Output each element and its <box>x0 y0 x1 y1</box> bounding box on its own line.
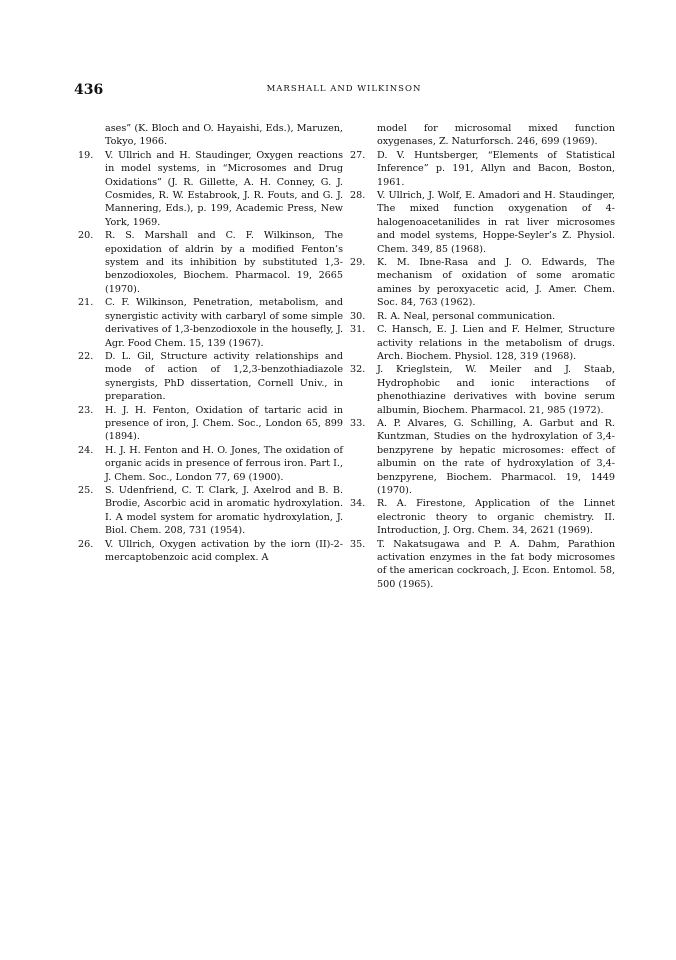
reference-29 <box>350 256 615 310</box>
reference-number: 31. <box>350 324 366 336</box>
reference-number: 29. <box>350 257 366 269</box>
reference-20 <box>78 229 343 296</box>
reference-text: C. Hansch, E. J. Lien and F. Helmer, Structure activity relations in the metabolism of drugs. Arch. Biochem. Physiol. 128, 319 (1968). <box>377 324 615 362</box>
reference-number: 34. <box>350 498 366 510</box>
reference-31 <box>350 323 615 363</box>
page-header <box>74 82 614 98</box>
references-right-column <box>350 122 615 591</box>
reference-text: T. Nakatsugawa and P. A. Dahm, Parathion activation enzymes in the fat body microsomes of the american cockroach, J. Econ. Entomol. 58, 500 (1965). <box>377 538 615 590</box>
reference-text: D. V. Huntsberger, “Elements of Statistical Inference” p. 191, Allyn and Bacon, Boston, 1961. <box>377 149 615 188</box>
reference-text: V. Ullrich and H. Staudinger, Oxygen reactions in model systems, in “Microsomes and Drug Oxidations” (J. R. Gillette, A. H. Conney, G. J. Cosmides, R. W. Estabrook, J. R. Fouts, and G. J. Mannering, Eds.), p. 199, Academic Press, New York, 1969. <box>105 149 343 228</box>
reference-25 <box>78 484 343 538</box>
reference-text: R. A. Firestone, Application of the Linnet electronic theory to organic chemistry. II. Introduction, J. Org. Chem. 34, 2621 (1969). <box>377 498 615 537</box>
reference-27 <box>350 149 615 189</box>
reference-28 <box>350 189 615 256</box>
reference-text: R. S. Marshall and C. F. Wilkinson, The epoxidation of aldrin by a modified Fenton’s system and its inhibition by substituted 1,3-benzodioxoles, Biochem. Pharmacol. 19, 2665 (1970). <box>105 230 343 295</box>
reference-number: 25. <box>78 484 94 496</box>
reference-22 <box>78 350 343 404</box>
reference-number: 28. <box>350 190 366 202</box>
reference-number: 33. <box>350 417 366 429</box>
reference-text: R. A. Neal, personal communication. <box>377 310 556 322</box>
reference-text: J. Krieglstein, W. Meiler and J. Staab, Hydrophobic and ionic interactions of phenothiazine derivatives with bovine serum albumin, Biochem. Pharmacol. 21, 985 (1972). <box>377 364 615 416</box>
reference-text: C. F. Wilkinson, Penetration, metabolism, and synergistic activity with carbaryl of some simple derivatives of 1,3-benzodioxole in the housefly, J. Agr. Food Chem. 15, 139 (1967). <box>105 297 343 349</box>
reference-text: H. J. H. Fenton and H. O. Jones, The oxidation of organic acids in presence of ferrous iron. Part I., J. Chem. Soc., London 77, 69 (1900). <box>105 444 343 483</box>
reference-24 <box>78 444 343 484</box>
reference-number: 35. <box>350 538 366 550</box>
reference-number: 20. <box>78 230 94 242</box>
reference-35 <box>350 538 615 592</box>
reference-30 <box>350 310 615 323</box>
reference-21 <box>78 296 343 350</box>
reference-19 <box>78 149 343 229</box>
reference-text: V. Ullrich, Oxygen activation by the iorn (II)-2-mercaptobenzoic acid complex. A <box>105 538 343 563</box>
reference-number: 24. <box>78 444 94 456</box>
page-number: 436 <box>74 82 104 98</box>
reference-text: H. J. H. Fenton, Oxidation of tartaric acid in presence of iron, J. Chem. Soc., London 65, 899 (1894). <box>105 404 343 443</box>
reference-33 <box>350 417 615 497</box>
references-left-column <box>78 122 343 564</box>
reference-number: 19. <box>78 149 94 161</box>
reference-text: K. M. Ibne-Rasa and J. O. Edwards, The mechanism of oxidation of some aromatic amines by peroxyacetic acid, J. Amer. Chem. Soc. 84, 763 (1962). <box>377 257 615 309</box>
reference-number: 30. <box>350 310 366 322</box>
reference-text: S. Udenfriend, C. T. Clark, J. Axelrod and B. B. Brodie, Ascorbic acid in aromatic hydroxylation. I. A model system for aromatic hydroxylation, J. Biol. Chem. 208, 731 (1954). <box>105 484 343 537</box>
reference-text: A. P. Alvares, G. Schilling, A. Garbut and R. Kuntzman, Studies on the hydroxylation of 3,4-benzpyrene by hepatic microsomes: effect of albumin on the rate of hydroxylation of 3,4-benzpyrene, Biochem. Pharmacol. 19, 1449 (1970). <box>377 417 615 496</box>
reference-23 <box>78 404 343 444</box>
reference-number: 32. <box>350 364 366 376</box>
reference-number: 23. <box>78 404 94 416</box>
reference-34 <box>350 497 615 537</box>
reference-continuation: ases” (K. Bloch and O. Hayaishi, Eds.), Maruzen, Tokyo, 1966. <box>105 123 343 148</box>
running-head: MARSHALL AND WILKINSON <box>266 84 422 94</box>
reference-continuation: model for microsomal mixed function oxygenases, Z. Naturforsch. 246, 699 (1969). <box>377 123 615 148</box>
reference-number: 22. <box>78 350 94 362</box>
reference-number: 27. <box>350 149 366 161</box>
reference-26 <box>78 538 343 565</box>
reference-number: 26. <box>78 538 94 550</box>
reference-text: D. L. Gil, Structure activity relationships and mode of action of 1,2,3-benzothiadiazole synergists, PhD dissertation, Cornell Univ., in preparation. <box>105 350 343 403</box>
reference-number: 21. <box>78 297 94 309</box>
reference-text: V. Ullrich, J. Wolf, E. Amadori and H. Staudinger, The mixed function oxygenation of 4-halogenoacetanilides in rat liver microsomes and model systems, Hoppe-Seyler’s Z. Physiol. Chem. 349, 85 (1968). <box>377 190 615 255</box>
reference-32 <box>350 363 615 417</box>
